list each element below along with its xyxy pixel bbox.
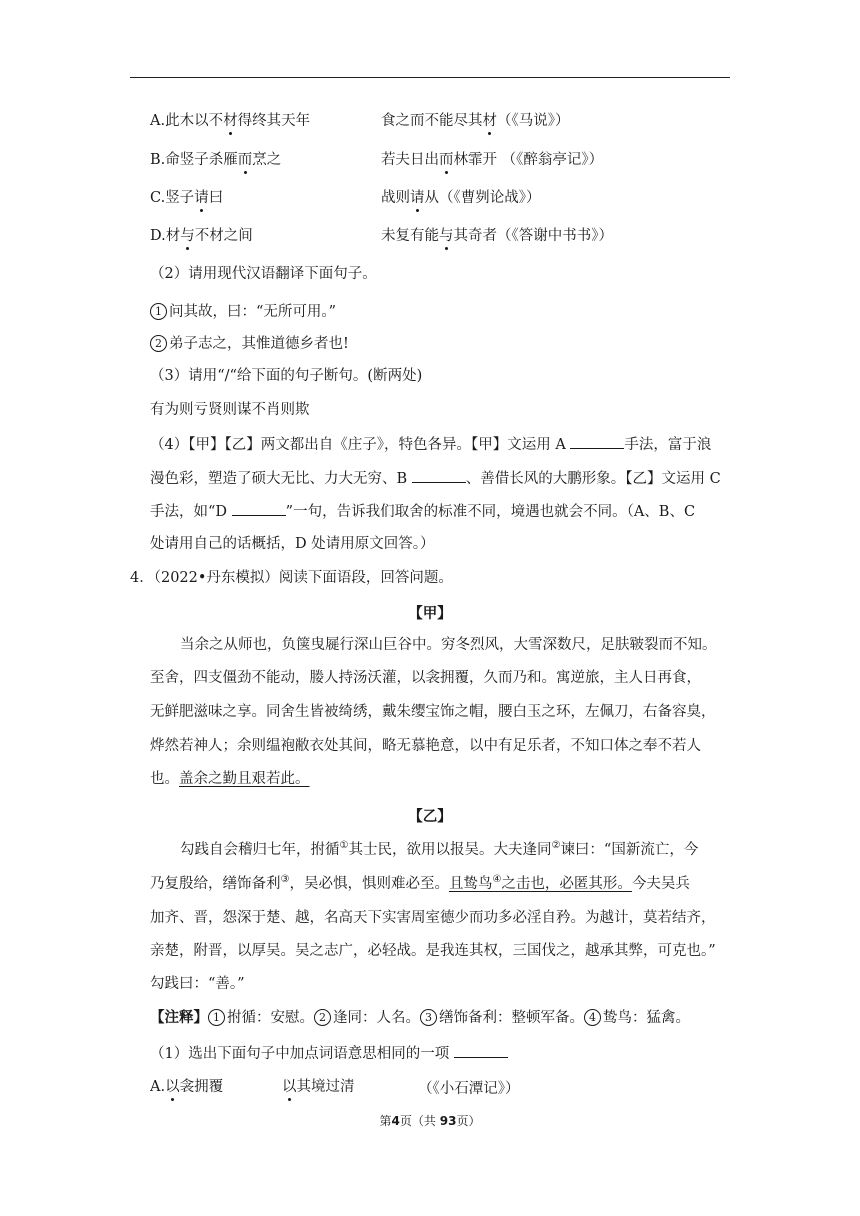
q3-4-line-1: （4）【甲】【乙】两文都出自《庄子》，特色各异。【甲】文运用 A 手法，富于浪 <box>150 434 711 455</box>
header-rule <box>130 77 730 78</box>
q3-4-line-4: 处请用自己的话概括，D 处请用原文回答。） <box>150 536 435 552</box>
q3-1-option: A.此木以不材得终其天年 食之而不能尽其材（《马说》） <box>150 113 570 129</box>
q4-1-prompt: （1）选出下面句子中加点词语意思相同的一项 <box>150 1043 508 1064</box>
underlined-sentence: 且鸷鸟④之击也，必匿其形。 <box>448 874 632 892</box>
notes: 【注释】 1 拊循：安慰。 2 逢同：人名。 3 缮饰备利：整顿军备。 4 鸷鸟：猛禽。 <box>150 1009 690 1026</box>
yi-line-1: 勾践自会稽归七年，拊循①其士民，欲用以报吴。大夫逢同②谏曰：“国新流亡，今 <box>180 840 699 858</box>
footnote-ref: ④ <box>492 874 502 886</box>
q4-1-option-a-compare: 以其境过清 <box>282 1079 355 1095</box>
q3-1-option-compare: 战则请从（《曹刿论战》） <box>381 190 541 206</box>
q3-4-line-2: 漫色彩，塑造了硕大无比、力大无穷、B 、善借长风的大鹏形象。【乙】文运用 C <box>150 468 721 489</box>
underlined-sentence: 盖余之勤且艰若此。 <box>179 771 310 787</box>
q3-1-option-compare: 未复有能与其奇者（《答谢中书书》） <box>381 228 613 244</box>
circled-number: 1 <box>150 303 167 320</box>
answer-blank[interactable] <box>454 1043 508 1058</box>
q3-2-sentence-2: 2 弟子志之，其惟道德乡者也! <box>150 334 349 354</box>
yi-line-5: 勾践曰：“善。” <box>150 976 245 992</box>
answer-blank-d[interactable] <box>232 501 286 516</box>
q3-1-option: D.材与不材之间 未复有能与其奇者（《答谢中书书》） <box>150 228 613 244</box>
q3-4-line-3: 手法，如“D ”一句，告诉我们取舍的标准不同，境遇也就会不同。（A、B、C <box>150 501 695 522</box>
circled-number: 2 <box>150 335 167 352</box>
answer-blank-a[interactable] <box>570 434 624 449</box>
yi-heading: 【乙】 <box>408 808 452 825</box>
footnote-ref: ① <box>339 840 349 852</box>
jia-line-4: 烨然若神人；余则缊袍敝衣处其间，略无慕艳意，以中有足乐者，不知口体之奉不若人 <box>150 738 701 754</box>
q3-1-option: B.命竖子杀雁而烹之 若夫日出而林霏开 （《醉翁亭记》） <box>150 152 604 168</box>
q3-1-option-compare: 若夫日出而林霏开 （《醉翁亭记》） <box>381 152 604 168</box>
jia-line-5: 也。盖余之勤且艰若此。 <box>150 771 310 787</box>
q3-3-text: 有为则亏贤则谋不肖则欺 <box>150 402 310 418</box>
yi-line-3: 加齐、晋，怨深于楚、越，名高天下实害周室德少而功多必淫自矜。为越计，莫若结齐， <box>150 910 716 926</box>
jia-line-2: 至舍，四支僵劲不能动，媵人持汤沃灌，以衾拥覆，久而乃和。寓逆旅，主人日再食， <box>150 670 701 686</box>
footnote-ref: ③ <box>280 874 290 886</box>
jia-line-3: 无鲜肥滋味之享。同舍生皆被绮绣，戴朱缨宝饰之帽，腰白玉之环，左佩刀，右备容臭， <box>150 704 716 720</box>
q4-title: 4．（2022•丹东模拟）阅读下面语段，回答问题。 <box>130 570 453 586</box>
answer-blank-b[interactable] <box>412 468 466 483</box>
page-footer: 第4页（共 93页） <box>379 1114 481 1128</box>
jia-line-1: 当余之从师也，负箧曳屣行深山巨谷中。穷冬烈风，大雪深数尺，足肤皲裂而不知。 <box>180 637 717 653</box>
yi-line-4: 亲楚，附晋，以厚吴。吴之志广，必轻战。是我连其权，三国伐之，越承其弊，可克也。” <box>150 943 716 959</box>
q3-2-sentence-1: 1 问其故，曰：“无所可用。” <box>150 302 336 322</box>
q4-1-option-a-source: （《小石潭记》） <box>418 1081 520 1097</box>
q3-1-option: C.竖子请曰 战则请从（《曹刿论战》） <box>150 190 541 206</box>
yi-line-2: 乃复殷给，缮饰备利③，吴必惧，惧则难必至。且鸷鸟④之击也，必匿其形。今夫吴兵 <box>150 874 690 892</box>
q3-2-prompt: （2）请用现代汉语翻译下面句子。 <box>150 266 377 282</box>
q3-3-prompt: （3）请用“/“给下面的句子断句。(断两处) <box>150 368 423 384</box>
jia-heading: 【甲】 <box>408 605 452 622</box>
q3-1-option-compare: 食之而不能尽其材（《马说》） <box>381 113 570 129</box>
footnote-ref: ② <box>551 840 561 852</box>
q4-1-option-a: A.以衾拥覆 <box>150 1079 224 1095</box>
